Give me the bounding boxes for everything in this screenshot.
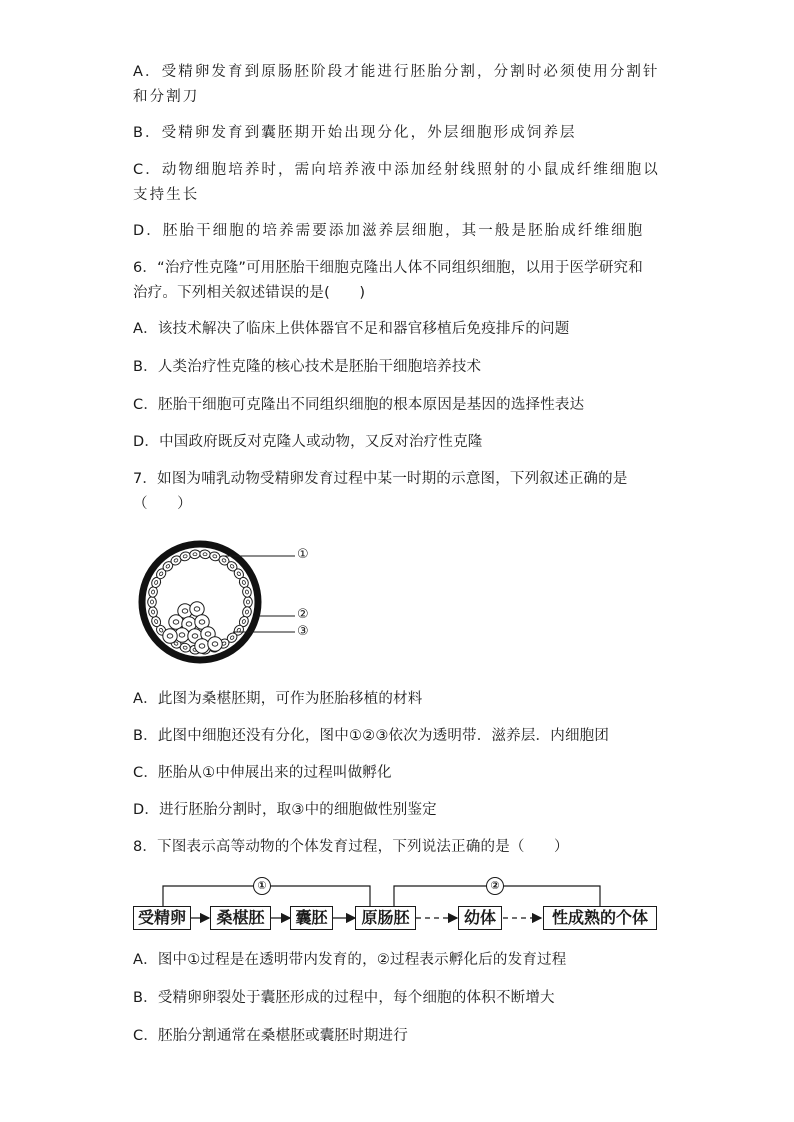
q5-option-a-line1: A．受精卵发育到原肠胚阶段才能进行胚胎分割，分割时必须使用分割针	[133, 64, 660, 80]
q8-option-b: B．受精卵卵裂处于囊胚形成的过程中，每个细胞的体积不断增大	[133, 990, 555, 1006]
q6-option-a: A．该技术解决了临床上供体器官不足和器官移植后免疫排斥的问题	[133, 321, 570, 337]
diagram-bracket-label-1: ①	[253, 877, 271, 895]
q6-option-d: D．中国政府既反对克隆人或动物，又反对治疗性克隆	[133, 434, 483, 450]
q6-stem-line2: 治疗。下列相关叙述错误的是( )	[133, 285, 366, 301]
q6-stem-line1: 6．“治疗性克隆”可用胚胎干细胞克隆出人体不同组织细胞，以用于医学研究和	[133, 260, 643, 276]
stage-box-gastrula: 原肠胚	[355, 906, 416, 930]
q7-option-d: D．进行胚胎分割时，取③中的细胞做性别鉴定	[133, 802, 437, 818]
q8-option-a: A．图中①过程是在透明带内发育的，②过程表示孵化后的发育过程	[133, 952, 567, 968]
stage-box-morula: 桑椹胚	[210, 906, 271, 930]
q5-option-d: D．胚胎干细胞的培养需要添加滋养层细胞，其一般是胚胎成纤维细胞	[133, 223, 645, 239]
q5-option-a-line2: 和分割刀	[133, 89, 200, 105]
stage-box-mature-individual: 性成熟的个体	[543, 906, 657, 930]
figure-label-3: ③	[297, 624, 309, 639]
figure-label-1: ①	[297, 547, 309, 562]
q6-option-c: C．胚胎干细胞可克隆出不同组织细胞的根本原因是基因的选择性表达	[133, 397, 585, 413]
diagram-bracket-label-2: ②	[486, 877, 504, 895]
stage-box-blastocyst: 囊胚	[290, 906, 333, 930]
q7-stem-line1: 7．如图为哺乳动物受精卵发育过程中某一时期的示意图，下列叙述正确的是	[133, 471, 628, 487]
q8-stem: 8．下图表示高等动物的个体发育过程，下列说法正确的是（ ）	[133, 839, 569, 855]
q7-stem-line2: （ ）	[133, 496, 192, 512]
q5-option-c-line1: C．动物细胞培养时，需向培养液中添加经射线照射的小鼠成纤维细胞以	[133, 162, 660, 178]
stage-box-fertilized-egg: 受精卵	[133, 906, 191, 930]
q7-option-c: C．胚胎从①中伸展出来的过程叫做孵化	[133, 765, 392, 781]
q7-option-b: B．此图中细胞还没有分化，图中①②③依次为透明带．滋养层．内细胞团	[133, 728, 610, 744]
q5-option-b: B．受精卵发育到囊胚期开始出现分化，外层细胞形成饲养层	[133, 125, 577, 141]
q5-option-c-line2: 支持生长	[133, 187, 200, 203]
figure-label-2: ②	[297, 607, 309, 622]
q6-option-b: B．人类治疗性克隆的核心技术是胚胎干细胞培养技术	[133, 359, 482, 375]
stage-box-juvenile: 幼体	[458, 906, 502, 930]
q8-option-c: C．胚胎分割通常在桑椹胚或囊胚时期进行	[133, 1028, 408, 1044]
q7-option-a: A．此图为桑椹胚期，可作为胚胎移植的材料	[133, 691, 423, 707]
